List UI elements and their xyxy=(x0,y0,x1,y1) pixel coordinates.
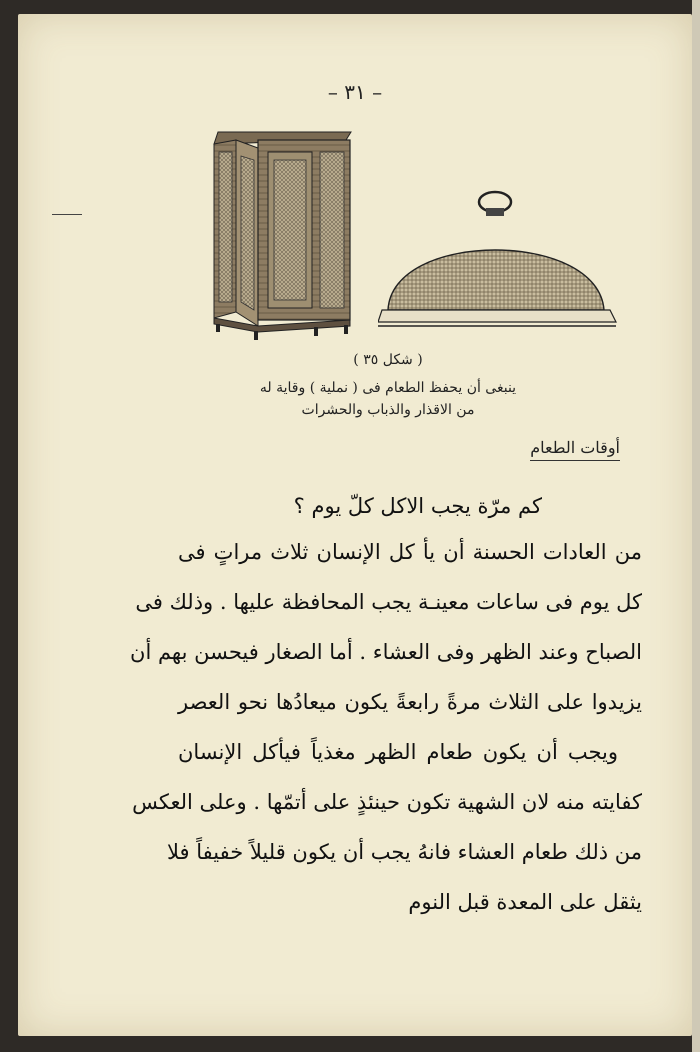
figure-caption-line: من الاقذار والذباب والحشرات xyxy=(301,402,475,418)
paragraph-line: الصباح وعند الظهر وفى العشاء . أما الصغار فيحسن بهم أن xyxy=(130,640,642,664)
paragraph-line: يثقل على المعدة قبل النوم xyxy=(408,890,642,914)
dome-food-cover-illustration xyxy=(378,190,624,346)
paragraph-line: كل يوم فى ساعات معينـة يجب المحافظة عليها . وذلك فى xyxy=(135,590,642,614)
figure-label: ( شكل ٣٥ ) xyxy=(353,352,423,368)
book-page xyxy=(18,14,692,1036)
margin-mark xyxy=(52,214,82,215)
section-heading: أوقات الطعام xyxy=(530,438,620,461)
figure-caption-line: ينبغى أن يحفظ الطعام فى ( نملية ) وقاية له xyxy=(259,380,517,396)
paragraph-line: من العادات الحسنة أن يأ كل الإنسان ثلاث مراتٍ فى xyxy=(178,540,642,564)
paragraph-line: كفايته منه لان الشهية تكون حينئذٍ على أتمّها . وعلى العكس xyxy=(132,790,642,814)
paragraph-line: ويجب أن يكون طعام الظهر مغذياً فيأكل الإنسان xyxy=(178,740,618,764)
paragraph-line: يزيدوا على الثلاث مرةً رابعةً يكون ميعادُها نحو العصر xyxy=(178,690,642,714)
section-question: كم مرّة يجب الاكل كلّ يوم ؟ xyxy=(293,494,542,518)
page-number: – ٣١ – xyxy=(327,80,383,104)
paragraph-line: من ذلك طعام العشاء فانهُ يجب أن يكون قليلاً خفيفاً فلا xyxy=(167,840,642,864)
food-cabinet-illustration xyxy=(196,130,356,340)
adjacent-page-edge xyxy=(692,0,700,1052)
